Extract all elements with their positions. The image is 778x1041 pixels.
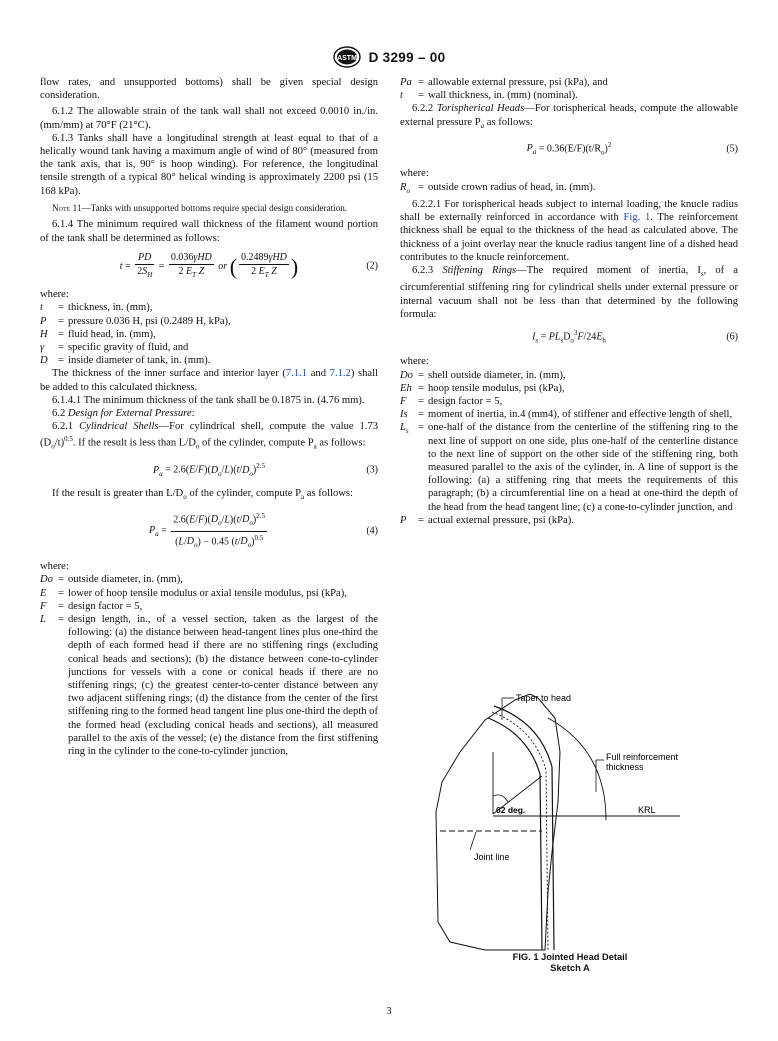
- variable-list-2: [40, 573, 378, 613]
- paragraph-6-1-4: 6.1.4 The minimum required wall thickness of the filament wound portion of the tank shall be determined as follows:: [40, 219, 378, 244]
- variable-Ls: $L_s$ = one-half of the distance from the centerline of the stiffening ring to the next line of support on one side, plus one-half of the centerline distance to the next line of support on the other side of the stiffening ring, both measured parallel to the axis of the cylinder, in. A line of support is the following: (a) a stiffening ring that meets the requirements of this paragraph; (b) a circumferential line on a head at one-third the depth of the head from the head tangent line; (c) a cone-to-cylinder junction, and: [400, 422, 738, 513]
- equals-sign: =: [418, 409, 424, 421]
- variable-definition: [40, 315, 378, 328]
- equation-3: $P_a = 2.6(E/F)(D_o/L)(t/D_o)^{2.5}$ (3): [153, 462, 378, 478]
- variable-symbol: D: [40, 355, 48, 367]
- variable-description: wall thickness, in. (mm) (nominal).: [428, 90, 578, 102]
- variable-description: outside diameter, in. (mm),: [68, 574, 183, 586]
- variable-symbol: F: [400, 396, 407, 408]
- variable-symbol: Pa: [400, 77, 412, 88]
- variable-description: design length, in., of a vessel section, taken as the largest of the following: (a) the distance between head-tangent lines plus one-third the depth of each formed head if there are no stiffening rings (excluding conical heads and sections); (b) the distance between cone-to-cylinder junctions for vessels with a cone or conical heads if there are no stiffening rings; (c) the greatest center-to-center distance between any two adjacent stiffening rings; (d) the distance from the center of the first stiffening ring to the formed head tangent line plus one-third the depth of the formed head (excluding conical heads and sections), all measured parallel to the axis of the vessel; (e) the distance from the first stiffening ring in the cylinder to the cone-to-cylinder junction,: [68, 613, 378, 757]
- where-label: where:: [40, 561, 69, 573]
- variable-symbol: Eh: [400, 382, 412, 394]
- paragraph-6-2: 6.2 Design for External Pressure:: [52, 407, 195, 419]
- variable-symbol: γ: [40, 341, 45, 353]
- variable-definition: [400, 382, 738, 395]
- variable-description: allowable external pressure, psi (kPa), and: [428, 77, 608, 88]
- equation-number: (6): [726, 331, 738, 343]
- equation-4: $P_a$ = $\frac{2.6(E/F)(D_o/L)(t/D_o)^{2.5}}{(L/D_o) - 0.45 (t/D_o)^{0.5}}$ (4): [149, 512, 378, 549]
- variable-definition: [400, 408, 738, 421]
- equation-5: $P_a = 0.36(E/F)(t/R_o)^2$ (5): [526, 140, 738, 157]
- variable-list-1: [40, 301, 378, 367]
- equation-number: (2): [366, 260, 378, 272]
- where-label: where:: [400, 168, 429, 180]
- variable-description: hoop tensile modulus, psi (kPa),: [428, 382, 565, 394]
- variable-definition: [400, 395, 738, 408]
- variable-list-0: [400, 76, 738, 102]
- where-label: where:: [400, 356, 429, 368]
- variable-description: inside diameter of tank, in. (mm).: [68, 355, 211, 367]
- variable-definition: [40, 341, 378, 354]
- equals-sign: =: [58, 600, 64, 612]
- paragraph-continuation: flow rates, and unsupported bottoms) shall be given special design consideration.: [40, 77, 378, 102]
- variable-definition: [40, 328, 378, 341]
- where-label: where:: [40, 289, 69, 301]
- variable-definition: [400, 369, 738, 382]
- document-designation: D 3299 – 00: [368, 49, 446, 65]
- label-angle: 62 deg.: [496, 805, 526, 815]
- svg-text:ASTM: ASTM: [336, 55, 357, 62]
- variable-description: thickness, in. (mm),: [68, 302, 153, 314]
- label-full-2: thickness: [606, 762, 644, 772]
- variable-definition: [40, 600, 378, 613]
- paragraph-6-2-3: 6.2.3 Stiffening Rings—The required moment of inertia, $I_s$, of a circumferential stiffening ring for cylindrical shells under external pressure or internal vacuum shall not be less than that determined by the following formula:: [400, 264, 738, 320]
- equals-sign: =: [58, 587, 64, 599]
- right-column: [400, 76, 738, 527]
- variable-definition: [400, 89, 738, 102]
- equals-sign: =: [418, 382, 424, 394]
- paragraph-inner-layer: The thickness of the inner surface and interior layer (7.1.1 and 7.1.2) shall be added to this calculated thickness.: [40, 368, 378, 393]
- variable-symbol: E: [40, 587, 47, 599]
- equals-sign: =: [58, 341, 64, 353]
- equals-sign: =: [418, 77, 424, 88]
- variable-description: design factor = 5,: [428, 396, 503, 408]
- paragraph-6-1-3: 6.1.3 Tanks shall have a longitudinal strength at least equal to that of a helically wound tank having a maximum angle of wind of 80° (measured from the tank axis, that is, 90° is hoop winding). For reference, the longitudinal tensile strength of a typical 80° helical winding is approximately 2200 psi (15 168 kPa).: [40, 132, 378, 197]
- label-krl: KRL: [638, 805, 656, 815]
- variable-description: lower of hoop tensile modulus or axial tensile modulus, psi (kPa),: [68, 587, 347, 599]
- note-11: Note 11—Tanks with unsupported bottoms require special design consideration.: [52, 202, 348, 213]
- variable-symbol: H: [40, 328, 48, 340]
- equals-sign: =: [58, 574, 64, 586]
- equals-sign: =: [58, 355, 64, 367]
- variable-definition: [40, 301, 378, 314]
- variable-description: moment of inertia, in.4 (mm4), of stiffener and effective length of shell,: [428, 409, 733, 421]
- variable-description: pressure 0.036 H, psi (0.2489 H, kPa),: [68, 315, 231, 327]
- variable-P: P = actual external pressure, psi (kPa).: [400, 514, 574, 526]
- astm-logo-icon: [333, 46, 361, 68]
- variable-description: shell outside diameter, in. (mm),: [428, 369, 566, 381]
- variable-definition: [400, 76, 738, 89]
- variable-symbol: Do: [40, 574, 53, 586]
- variable-definition: [40, 573, 378, 586]
- variable-L: L = design length, in., of a vessel section, taken as the largest of the following: (a) the distance between head-tangent lines plus one-third the depth of each formed head if there are no stiffening rings (excluding conical heads and sections); (b) the distance between cone-to-cylinder junctions for vessels with a cone or conical heads if there are no stiffening rings; (c) the greatest center-to-center distance between any two adjacent stiffening rings; (d) the distance from the center of the first stiffening ring to the formed head tangent line plus one-third the depth of the formed head (excluding conical heads and sections), all measured parallel to the axis of the vessel; (e) the distance from the first stiffening ring in the cylinder to the cone-to-cylinder junction,: [40, 613, 378, 757]
- link-7-1-2[interactable]: 7.1.2: [329, 368, 351, 380]
- figure-caption: FIG. 1 Jointed Head Detail Sketch A: [512, 952, 628, 973]
- equals-sign: =: [58, 302, 64, 314]
- equals-sign: =: [418, 396, 424, 408]
- paragraph-6-2-2-1: 6.2.2.1 For torispherical heads subject to internal loading, the knucle radius shall be externally reinforced in accordance with Fig. 1. The reinforcement thickness shall be equal to the thickness of the head as calculated above. The thickness of a joint overlay near the knucle radius tangent line of a dished head contributes to the knucle reinforcement.: [400, 198, 738, 263]
- variable-symbol: t: [40, 302, 43, 314]
- equation-number: (4): [366, 525, 378, 537]
- page-header: [0, 46, 778, 68]
- label-joint: Joint line: [474, 852, 510, 862]
- variable-definition: [40, 354, 378, 367]
- variable-list-4: [400, 369, 738, 422]
- variable-definition: [40, 587, 378, 600]
- variable-description: fluid head, in. (mm),: [68, 328, 156, 340]
- page-number: 3: [386, 1006, 392, 1017]
- equation-2: t = $\frac{PD}{2S_H}$ = $\frac{\text{0.036γHD}}{2 E_T Z}$ or ( $\frac{\text{0.2489γHD}}{2 E_T Z}$ ) (2): [119, 251, 378, 279]
- link-7-1-1[interactable]: 7.1.1: [285, 368, 308, 380]
- label-full-1: Full reinforcement: [606, 752, 679, 762]
- paragraph-greater: If the result is greater than $L/D_o$ of the cylinder, compute $P_a$ as follows:: [52, 487, 353, 501]
- equals-sign: =: [58, 328, 64, 340]
- equals-sign: =: [418, 369, 424, 381]
- variable-symbol: t: [400, 90, 403, 102]
- variable-symbol: Do: [400, 369, 413, 381]
- equation-number: (3): [366, 464, 378, 476]
- link-fig-1[interactable]: Fig. 1: [623, 212, 651, 224]
- label-taper: Taper to head: [516, 693, 572, 703]
- variable-symbol: P: [40, 315, 47, 327]
- variable-description: specific gravity of fluid, and: [68, 341, 189, 353]
- paragraph-6-1-4-1: 6.1.4.1 The minimum thickness of the tank shall be 0.1875 in. (4.76 mm).: [52, 394, 365, 406]
- variable-symbol: Is: [400, 409, 408, 421]
- figure-1-jointed-head-detail: [430, 692, 710, 952]
- equation-6: $I_s = PL_sD_o^3F/24E_h$ (6): [532, 328, 738, 345]
- variable-symbol: F: [40, 600, 47, 612]
- equals-sign: =: [58, 315, 64, 327]
- left-column: [40, 76, 378, 758]
- paragraph-6-2-2: 6.2.2 Torispherical Heads—For torispherical heads, compute the allowable external pressure $P_a$ as follows:: [400, 103, 738, 130]
- equals-sign: =: [418, 90, 424, 102]
- paragraph-6-2-1: 6.2.1 Cylindrical Shells—For cylindrical shell, compute the value 1.73 $(D_o/t)^{0.5}$. If the result is less than $L/D_o$ of the cylinder, compute $P_a$ as follows:: [40, 421, 378, 452]
- variable-description: design factor = 5,: [68, 600, 143, 612]
- paragraph-6-1-2: 6.1.2 The allowable strain of the tank wall shall not exceed 0.0010 in./in. (mm/mm) at 70°F (21°C).: [40, 106, 378, 131]
- equation-number: (5): [726, 143, 738, 155]
- variable-Ro: $R_o$ = outside crown radius of head, in. (mm).: [400, 181, 596, 195]
